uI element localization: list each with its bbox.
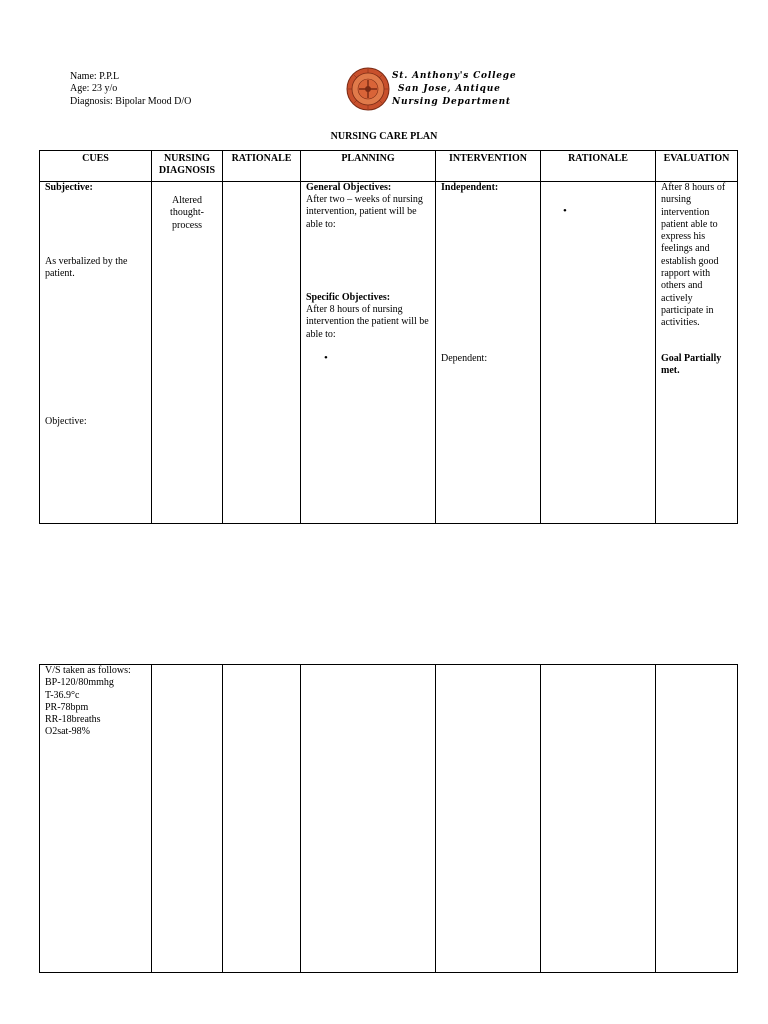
- care-plan-table-continued: [39, 664, 738, 973]
- header-row: [40, 151, 738, 182]
- independent-label: Independent:: [441, 182, 499, 193]
- patient-name: Name: P.P.L: [70, 71, 120, 82]
- cell-planning: [301, 182, 436, 524]
- cell-cues: [40, 182, 152, 524]
- cell-vitals: [40, 665, 152, 973]
- general-objectives-text: After two – weeks of nursing intervention, patient will be able to:: [306, 194, 423, 230]
- empty-cell: [656, 665, 738, 973]
- patient-age: Age: 23 y/o: [70, 83, 118, 95]
- table-row: [40, 665, 738, 973]
- cell-rationale-2: [541, 182, 656, 524]
- objective-label: Objective:: [45, 416, 87, 427]
- empty-cell: [223, 665, 301, 973]
- specific-objectives-label: Specific Objectives:: [306, 292, 391, 303]
- subjective-label: Subjective:: [45, 182, 93, 193]
- dependent-label: Dependent:: [441, 353, 488, 364]
- vitals-rr: RR-18breaths: [45, 714, 101, 726]
- school-line-3: Nursing Department: [392, 97, 511, 107]
- cell-intervention: [436, 182, 541, 524]
- college-seal-icon: [346, 67, 390, 111]
- empty-cell: [301, 665, 436, 973]
- vitals-temp: T-36.9°c: [45, 689, 80, 701]
- empty-cell: [436, 665, 541, 973]
- school-line-1: St. Anthony's College: [392, 71, 517, 81]
- verbalized-text: As verbalized by the patient.: [45, 256, 128, 280]
- diagnosis-text: Altered thought-process: [170, 195, 204, 231]
- specific-objectives-text: After 8 hours of nursing intervention the patient will be able to:: [306, 304, 429, 340]
- vitals-list: [45, 665, 148, 739]
- patient-diagnosis: Diagnosis: Bipolar Mood D/O: [70, 95, 192, 107]
- vitals-o2: O2sat-98%: [45, 726, 90, 738]
- header-cues: CUES: [40, 151, 152, 182]
- header-nursing-diagnosis: [152, 151, 223, 182]
- general-objectives-label: General Objectives:: [306, 182, 392, 193]
- cell-rationale: [223, 182, 301, 524]
- header-rationale-2: RATIONALE: [541, 151, 656, 182]
- empty-cell: [152, 665, 223, 973]
- vitals-intro: V/S taken as follows:: [45, 665, 131, 676]
- planning-bullet: •: [324, 352, 328, 364]
- table-row: [40, 182, 738, 524]
- rationale-bullet: •: [563, 205, 567, 217]
- header-intervention: INTERVENTION: [436, 151, 541, 182]
- evaluation-text: After 8 hours of nursing intervention patient able to express his feelings and establish good rapport with others and actively participate in activities.: [661, 182, 726, 329]
- school-line-2: San Jose, Antique: [398, 84, 501, 94]
- vitals-bp: BP-120/80mmhg: [45, 677, 114, 689]
- vitals-pr: PR-78bpm: [45, 701, 89, 713]
- page-title: NURSING CARE PLAN: [330, 131, 438, 142]
- cell-evaluation: [656, 182, 738, 524]
- school-name: [392, 70, 516, 109]
- patient-info: [70, 71, 191, 108]
- goal-status: Goal Partially met.: [661, 353, 722, 377]
- care-plan-table: [39, 150, 738, 524]
- header-planning: PLANNING: [301, 151, 436, 182]
- header-nursing-diagnosis-label: NURSING DIAGNOSIS: [158, 153, 216, 177]
- header-evaluation: EVALUATION: [656, 151, 738, 182]
- empty-cell: [541, 665, 656, 973]
- cell-diagnosis: [152, 182, 223, 524]
- header-rationale: RATIONALE: [223, 151, 301, 182]
